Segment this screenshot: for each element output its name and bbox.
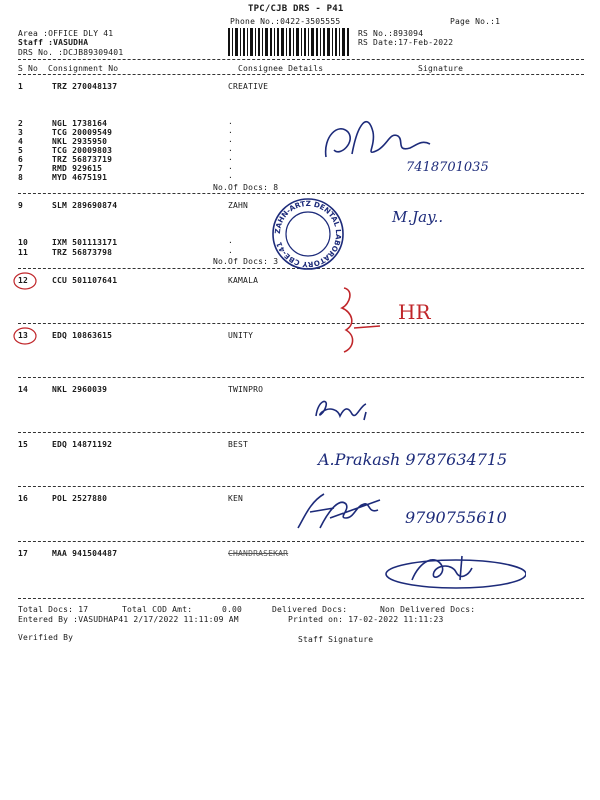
row-consignee: . bbox=[228, 153, 234, 162]
area-label: Area :OFFICE DLY 41 bbox=[18, 29, 114, 38]
document-title: TPC/CJB DRS - P41 bbox=[248, 4, 344, 14]
divider bbox=[18, 598, 584, 599]
red-circle-mark bbox=[12, 270, 38, 292]
row-consignment: EDQ 10863615 bbox=[52, 331, 113, 340]
row-sno: 12 bbox=[18, 276, 29, 285]
row-sno: 6 bbox=[18, 155, 24, 164]
delivered-docs: Delivered Docs: bbox=[272, 605, 348, 614]
row-consignee: . bbox=[228, 171, 234, 180]
row-sno: 2 bbox=[18, 119, 24, 128]
verified-by: Verified By bbox=[18, 633, 74, 642]
page-number: Page No.:1 bbox=[450, 17, 501, 26]
row-sno: 16 bbox=[18, 494, 29, 503]
red-circle-mark bbox=[12, 325, 38, 347]
row-consignment: MAA 941504487 bbox=[52, 549, 118, 558]
row-consignment: TRZ 270048137 bbox=[52, 82, 118, 91]
row-sno: 14 bbox=[18, 385, 29, 394]
divider bbox=[18, 432, 584, 433]
printed-on: Printed on: 17-02-2022 11:11:23 bbox=[288, 615, 444, 624]
row-consignee: KAMALA bbox=[228, 276, 259, 285]
row-consignee: . bbox=[228, 144, 234, 153]
handwritten-signature bbox=[290, 488, 390, 536]
row-sno: 5 bbox=[18, 146, 24, 155]
row-sno: 1 bbox=[18, 82, 24, 91]
handwritten-signature: M.Jay.. bbox=[392, 208, 444, 226]
row-consignment: CCU 501107641 bbox=[52, 276, 118, 285]
column-header-signature: Signature bbox=[418, 64, 464, 73]
total-docs: Total Docs: 17 bbox=[18, 605, 89, 614]
row-consignment: TRZ 56873798 bbox=[52, 248, 113, 257]
row-consignment: EDQ 14871192 bbox=[52, 440, 113, 449]
phone-number: Phone No.:0422-3505555 bbox=[230, 17, 341, 26]
drs-number: DRS No. :DCJB89309401 bbox=[18, 48, 124, 57]
rs-date: RS Date:17-Feb-2022 bbox=[358, 38, 454, 47]
handwritten-phone: 9790755610 bbox=[405, 508, 507, 527]
row-consignment: NKL 2960039 bbox=[52, 385, 108, 394]
divider bbox=[18, 323, 584, 324]
row-consignment: SLM 289690874 bbox=[52, 201, 118, 210]
row-consignee: TWINPRO bbox=[228, 385, 264, 394]
row-consignee: . bbox=[228, 236, 234, 245]
row-sno: 13 bbox=[18, 331, 29, 340]
column-header-consignee: Consignee Details bbox=[238, 64, 324, 73]
barcode bbox=[228, 28, 350, 56]
handwritten-hr-text: HR bbox=[398, 300, 431, 324]
handwritten-name-phone: A.Prakash 9787634715 bbox=[318, 450, 508, 469]
row-consignment: POL 2527880 bbox=[52, 494, 108, 503]
row-consignee: BEST bbox=[228, 440, 249, 449]
handwritten-signature bbox=[332, 284, 382, 356]
row-consignee: . bbox=[228, 135, 234, 144]
non-delivered-docs: Non Delivered Docs: bbox=[380, 605, 476, 614]
row-consignee: . bbox=[228, 162, 234, 171]
row-sno: 3 bbox=[18, 128, 24, 137]
handwritten-phone: 7418701035 bbox=[406, 160, 489, 175]
divider bbox=[18, 541, 584, 542]
row-sno: 15 bbox=[18, 440, 29, 449]
handwritten-signature bbox=[372, 546, 526, 592]
row-sno: 11 bbox=[18, 248, 29, 257]
row-consignment: TCG 20009803 bbox=[52, 146, 113, 155]
row-consignee: KEN bbox=[228, 494, 244, 503]
row-sno: 9 bbox=[18, 201, 24, 210]
row-consignee: CHANDRASEKAR bbox=[228, 549, 289, 558]
divider bbox=[18, 74, 584, 75]
lab-stamp bbox=[270, 196, 346, 272]
row-consignment: IXM 501113171 bbox=[52, 238, 118, 247]
docs-count-note: No.Of Docs: 8 bbox=[213, 183, 279, 192]
row-sno: 10 bbox=[18, 238, 29, 247]
column-header-sno: S No bbox=[18, 64, 39, 73]
row-consignee: UNITY bbox=[228, 331, 254, 340]
row-consignee: . bbox=[228, 126, 234, 135]
column-header-consignment: Consignment No bbox=[48, 64, 119, 73]
stamp-text: ZAHN-ARTZ DENTAL LABORATORY CBE-41 bbox=[272, 198, 344, 270]
total-cod-value: 0.00 bbox=[222, 605, 243, 614]
total-cod-label: Total COD Amt: bbox=[122, 605, 193, 614]
row-consignment: TRZ 56873719 bbox=[52, 155, 113, 164]
divider bbox=[18, 59, 584, 60]
row-consignment: RMD 929615 bbox=[52, 164, 103, 173]
row-consignee: ZAHN bbox=[228, 201, 249, 210]
row-consignment: MYD 4675191 bbox=[52, 173, 108, 182]
row-consignee: . bbox=[228, 117, 234, 126]
rs-number: RS No.:893094 bbox=[358, 29, 424, 38]
staff-signature-label: Staff Signature bbox=[298, 635, 374, 644]
row-sno: 17 bbox=[18, 549, 29, 558]
row-sno: 7 bbox=[18, 164, 24, 173]
row-consignment: NKL 2935950 bbox=[52, 137, 108, 146]
row-consignee: . bbox=[228, 246, 234, 255]
row-sno: 8 bbox=[18, 173, 24, 182]
divider bbox=[18, 377, 584, 378]
handwritten-signature bbox=[310, 392, 380, 424]
divider bbox=[18, 193, 584, 194]
row-consignee: CREATIVE bbox=[228, 82, 269, 91]
row-sno: 4 bbox=[18, 137, 24, 146]
docs-count-note: No.Of Docs: 3 bbox=[213, 257, 279, 266]
divider bbox=[18, 486, 584, 487]
entered-by: Entered By :VASUDHAP41 2/17/2022 11:11:09 AM bbox=[18, 615, 239, 624]
staff-label: Staff :VASUDHA bbox=[18, 38, 89, 47]
row-consignment: NGL 1738164 bbox=[52, 119, 108, 128]
row-consignment: TCG 20009549 bbox=[52, 128, 113, 137]
